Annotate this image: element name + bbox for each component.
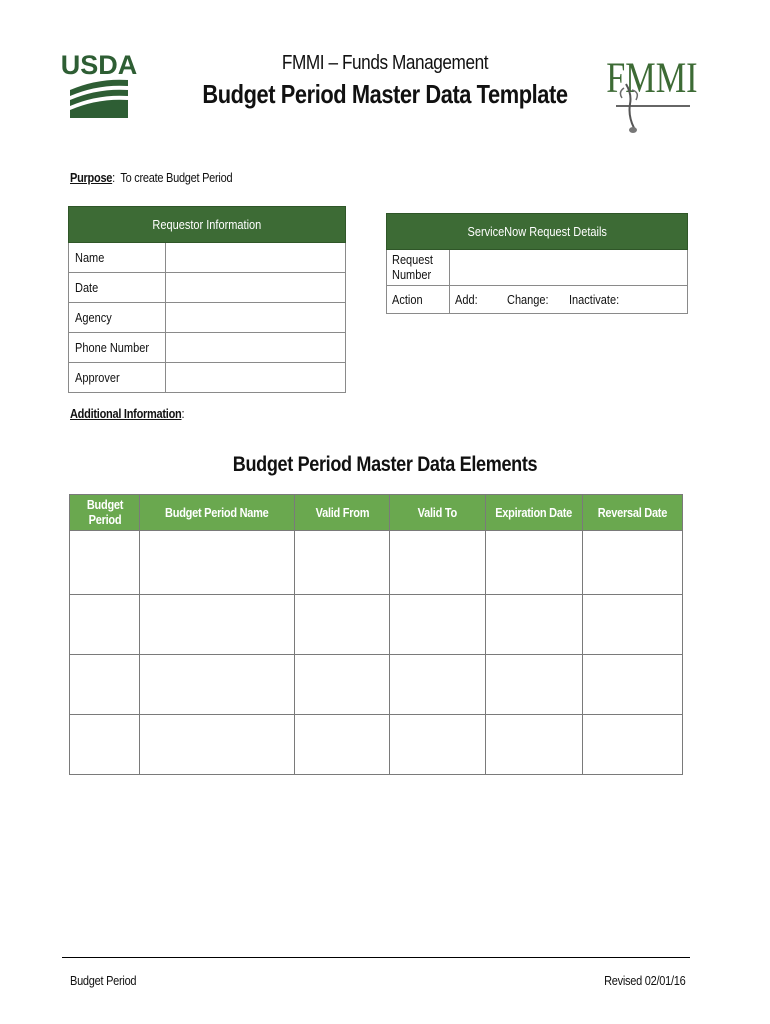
agency-label: Agency bbox=[69, 303, 166, 333]
cell-expiration-date[interactable] bbox=[486, 531, 583, 595]
approver-field[interactable] bbox=[166, 363, 346, 393]
table-row bbox=[69, 273, 346, 303]
column-header-expiration-date: Expiration Date bbox=[486, 495, 583, 531]
date-field[interactable] bbox=[166, 273, 346, 303]
cell-valid-from[interactable] bbox=[295, 655, 390, 715]
cell-budget-period-name[interactable] bbox=[140, 655, 295, 715]
column-header-valid-from: Valid From bbox=[295, 495, 390, 531]
elements-section-title: Budget Period Master Data Elements bbox=[232, 453, 538, 476]
cell-budget-period-name[interactable] bbox=[140, 531, 295, 595]
column-header-budget-period: Budget Period bbox=[70, 495, 140, 531]
usda-logo-text: USDA bbox=[60, 50, 138, 80]
cell-reversal-date[interactable] bbox=[583, 655, 683, 715]
additional-information-colon: : bbox=[181, 407, 185, 421]
table-row bbox=[69, 363, 346, 393]
cell-budget-period[interactable] bbox=[70, 655, 140, 715]
table-header-row bbox=[70, 495, 683, 531]
column-header-valid-to: Valid To bbox=[390, 495, 486, 531]
action-label: Action bbox=[387, 286, 450, 314]
additional-information-line bbox=[70, 407, 200, 421]
budget-period-elements-table bbox=[69, 494, 683, 775]
requestor-info-header: Requestor Information bbox=[69, 207, 346, 243]
document-title: Budget Period Master Data Template bbox=[202, 79, 568, 109]
footer-divider bbox=[62, 957, 690, 958]
column-header-reversal-date: Reversal Date bbox=[583, 495, 683, 531]
name-field[interactable] bbox=[166, 243, 346, 273]
cell-reversal-date[interactable] bbox=[583, 595, 683, 655]
table-row bbox=[387, 286, 688, 314]
table-row bbox=[70, 595, 683, 655]
request-number-field[interactable] bbox=[450, 250, 688, 286]
cell-reversal-date[interactable] bbox=[583, 715, 683, 775]
servicenow-header: ServiceNow Request Details bbox=[387, 214, 688, 250]
cell-expiration-date[interactable] bbox=[486, 655, 583, 715]
purpose-label: Purpose bbox=[70, 171, 113, 185]
table-row bbox=[69, 333, 346, 363]
fmmi-logo-text: FMMI bbox=[606, 54, 698, 102]
agency-field[interactable] bbox=[166, 303, 346, 333]
cell-valid-from[interactable] bbox=[295, 531, 390, 595]
additional-information-label: Additional Information bbox=[70, 407, 182, 421]
servicenow-request-table bbox=[386, 213, 688, 314]
cell-valid-to[interactable] bbox=[390, 595, 486, 655]
purpose-text: To create Budget Period bbox=[120, 171, 233, 185]
table-row bbox=[387, 250, 688, 286]
phone-number-field[interactable] bbox=[166, 333, 346, 363]
purpose-line bbox=[70, 171, 254, 185]
table-row bbox=[70, 531, 683, 595]
cell-valid-to[interactable] bbox=[390, 655, 486, 715]
purpose-colon: : bbox=[112, 171, 115, 185]
requestor-info-table bbox=[68, 206, 346, 393]
cell-budget-period-name[interactable] bbox=[140, 715, 295, 775]
cell-expiration-date[interactable] bbox=[486, 715, 583, 775]
action-change-option[interactable]: Change: bbox=[502, 286, 564, 314]
cell-valid-from[interactable] bbox=[295, 595, 390, 655]
cell-valid-to[interactable] bbox=[390, 531, 486, 595]
cell-reversal-date[interactable] bbox=[583, 531, 683, 595]
cell-expiration-date[interactable] bbox=[486, 595, 583, 655]
column-header-budget-period-name: Budget Period Name bbox=[140, 495, 295, 531]
cell-budget-period[interactable] bbox=[70, 715, 140, 775]
cell-budget-period-name[interactable] bbox=[140, 595, 295, 655]
cell-budget-period[interactable] bbox=[70, 531, 140, 595]
table-row bbox=[70, 715, 683, 775]
table-row bbox=[70, 655, 683, 715]
date-label: Date bbox=[69, 273, 166, 303]
cell-valid-to[interactable] bbox=[390, 715, 486, 775]
action-inactivate-option[interactable]: Inactivate: bbox=[564, 286, 688, 314]
footer-left-text: Budget Period bbox=[70, 974, 137, 988]
table-row bbox=[69, 303, 346, 333]
name-label: Name bbox=[69, 243, 166, 273]
approver-label: Approver bbox=[69, 363, 166, 393]
request-number-label: Request Number bbox=[387, 250, 450, 286]
footer-right-text: Revised 02/01/16 bbox=[603, 974, 685, 988]
document-subtitle: FMMI – Funds Management bbox=[281, 52, 489, 74]
phone-number-label: Phone Number bbox=[69, 333, 166, 363]
cell-valid-from[interactable] bbox=[295, 715, 390, 775]
action-add-option[interactable]: Add: bbox=[450, 286, 502, 314]
table-row bbox=[69, 243, 346, 273]
cell-budget-period[interactable] bbox=[70, 595, 140, 655]
